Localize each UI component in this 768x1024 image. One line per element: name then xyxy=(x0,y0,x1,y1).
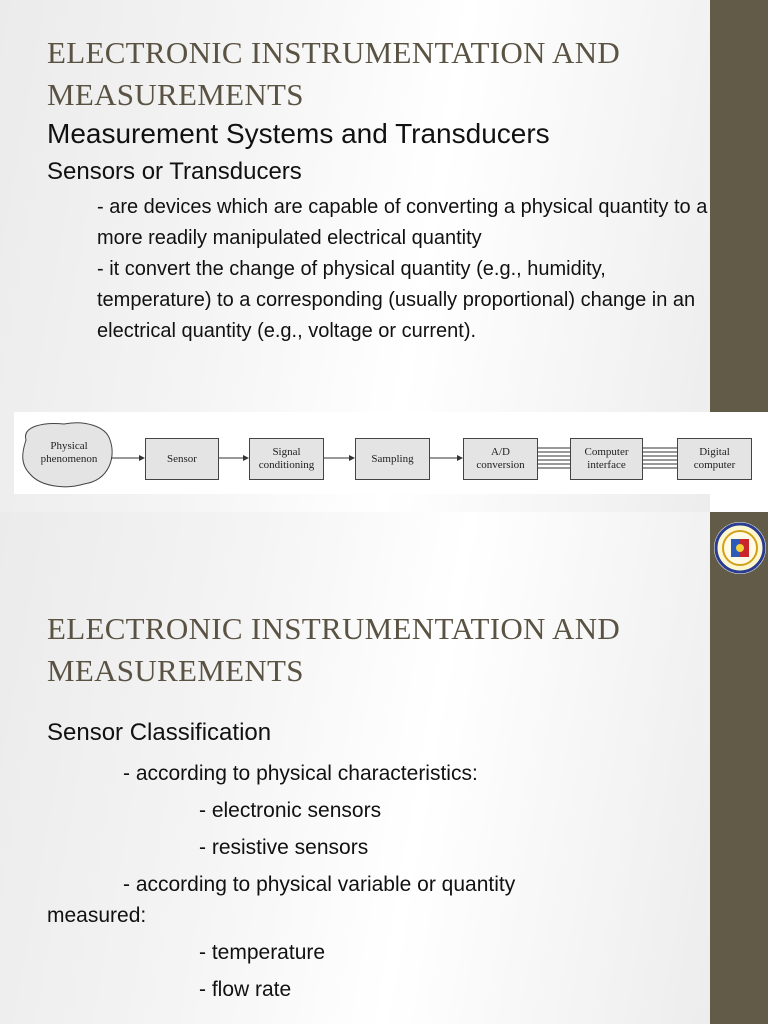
definition-paragraph: - are devices which are capable of converting a physical quantity to a more readily manipulated electrical quantity xyxy=(97,196,708,249)
digital-label-line2: computer xyxy=(693,459,736,471)
section-heading: Sensors or Transducers xyxy=(47,158,302,185)
list-item: - temperature xyxy=(199,941,326,964)
list-item: - according to physical characteristics: xyxy=(123,762,478,785)
bus-lines-1 xyxy=(536,448,570,468)
sampling-label: Sampling xyxy=(371,452,414,465)
ad-label-line2: conversion xyxy=(476,459,525,471)
slide-title-line2: MEASUREMENTS xyxy=(47,653,304,688)
sidebar-bar xyxy=(710,512,768,1024)
signal-label-line1: Signal xyxy=(272,446,301,458)
digital-label-line1: Digital xyxy=(699,446,730,458)
slide-subtitle: Measurement Systems and Transducers xyxy=(47,118,550,149)
slide-title-line1: ELECTRONIC INSTRUMENTATION AND xyxy=(47,611,621,646)
phenomenon-label-line2: phenomenon xyxy=(40,453,98,465)
sampling-block xyxy=(355,438,430,480)
list-item: - electronic sensors xyxy=(199,799,382,822)
list-item: - flow rate xyxy=(199,978,292,1001)
sensor-block xyxy=(145,438,219,480)
slide-2 xyxy=(0,512,768,1024)
ad-label-line1: A/D xyxy=(491,446,510,458)
interface-label-line2: interface xyxy=(587,459,626,471)
phenomenon-label xyxy=(28,440,110,466)
computer-interface-block xyxy=(570,438,643,480)
phenomenon-label-line1: Physical xyxy=(50,440,88,452)
digital-computer-block xyxy=(677,438,752,480)
list-item: measured: xyxy=(47,904,147,927)
signal-conditioning-block xyxy=(249,438,324,480)
ad-conversion-block xyxy=(463,438,538,480)
bus-lines-2 xyxy=(641,448,677,468)
list-item: - resistive sensors xyxy=(199,836,369,859)
list-item: - according to physical variable or quantity xyxy=(123,873,516,896)
sensor-label: Sensor xyxy=(167,452,197,465)
slide-title-line1: ELECTRONIC INSTRUMENTATION AND xyxy=(47,35,621,70)
block-diagram xyxy=(14,412,754,494)
conversion-paragraph: - it convert the change of physical quantity (e.g., humidity, temperature) to a corresponding (usually proportional) change in an electrical quantity (e.g., voltage or current). xyxy=(97,258,696,342)
slide-title-line2: MEASUREMENTS xyxy=(47,77,304,112)
signal-label-line2: conditioning xyxy=(258,459,315,471)
interface-label-line1: Computer xyxy=(584,446,629,458)
university-seal-logo xyxy=(714,522,766,574)
section-heading: Sensor Classification xyxy=(47,719,272,746)
